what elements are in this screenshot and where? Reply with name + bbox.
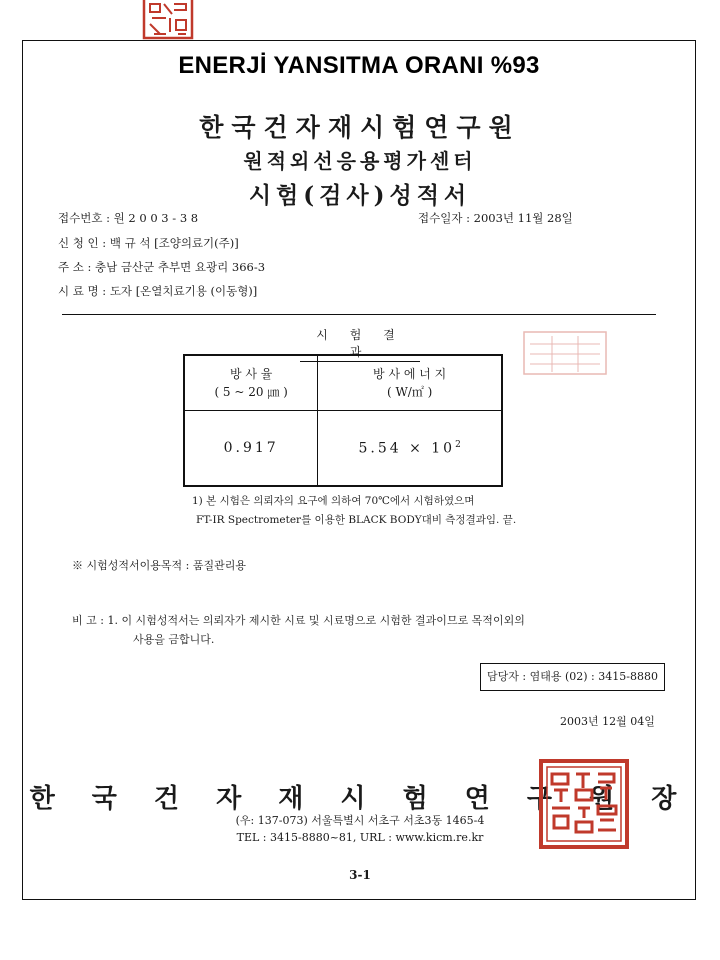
center-title: 원적외선응용평가센터 [243,149,477,173]
top-stamp-seal [142,0,194,40]
results-table [183,354,503,487]
note-line-2: FT-IR Spectrometer를 이용한 BLACK BODY대비 측정결과임. 끝. [196,514,517,526]
radiant-energy-value-cell [318,411,502,487]
results-title: 시 험 결 과 [300,326,420,362]
address: 주 소 : 충남 금산군 추부면 요광리 366-3 [58,260,266,274]
receipt-date: 접수일자 : 2003년 11월 28일 [418,211,573,225]
institute-director: 한 국 건 자 재 시 험 연 구 원 장 [29,784,691,814]
institute-title: 한국건자재시험연구원 [199,113,521,142]
radiant-energy-header: 방 사 에 너 지 [373,367,447,381]
note-line-1: 1) 본 시험은 의뢰자의 요구에 의하여 70℃에서 시험하였으며 [192,495,475,507]
energy-reflection-banner: ENERJİ YANSITMA ORANI %93 [178,52,540,79]
sample-name: 시 료 명 : 도자 [온열치료기용 (이동형)] [58,284,258,298]
section-divider [62,314,656,315]
page-number: 3-1 [349,868,371,882]
document-title: 시험(검사)성적서 [248,182,472,209]
receipt-number: 접수번호 : 원 2 0 0 3 - 3 8 [58,211,199,225]
emissivity-value: 0.917 [184,411,318,487]
radiant-energy-exponent: 2 [455,439,461,450]
remark-line-1: 비 고 : 1. 이 시험성적서는 의뢰자가 제시한 시료 및 시료명으로 시험한 결과이므로 목적이외의 [72,614,525,627]
radiant-energy-header-cell [318,355,502,411]
radiant-energy-unit: ( W/㎡ ) [386,385,433,399]
applicant: 신 청 인 : 백 규 석 [조양의료기(주)] [58,236,239,250]
emissivity-range: ( 5 ~ 20 ㎛ ) [214,385,288,399]
radiant-energy-value: 5.54 × 10 [358,440,456,457]
footer-contact: TEL : 3415-8880~81, URL : www.kicm.re.kr [236,831,484,844]
usage-purpose: ※ 시험성적서이용목적 : 품질관리용 [72,559,246,572]
emissivity-header: 방 사 율 [229,367,273,381]
emissivity-header-cell [184,355,318,411]
remark-line-2: 사용을 금합니다. [133,633,215,646]
faint-stamp [522,330,608,376]
footer-address: (우: 137-073) 서울특별시 서초구 서초3동 1465-4 [235,814,485,827]
issue-date: 2003년 12월 04일 [560,715,655,728]
contact-box: 담당자 : 염태용 (02) : 3415-8880 [480,663,665,691]
